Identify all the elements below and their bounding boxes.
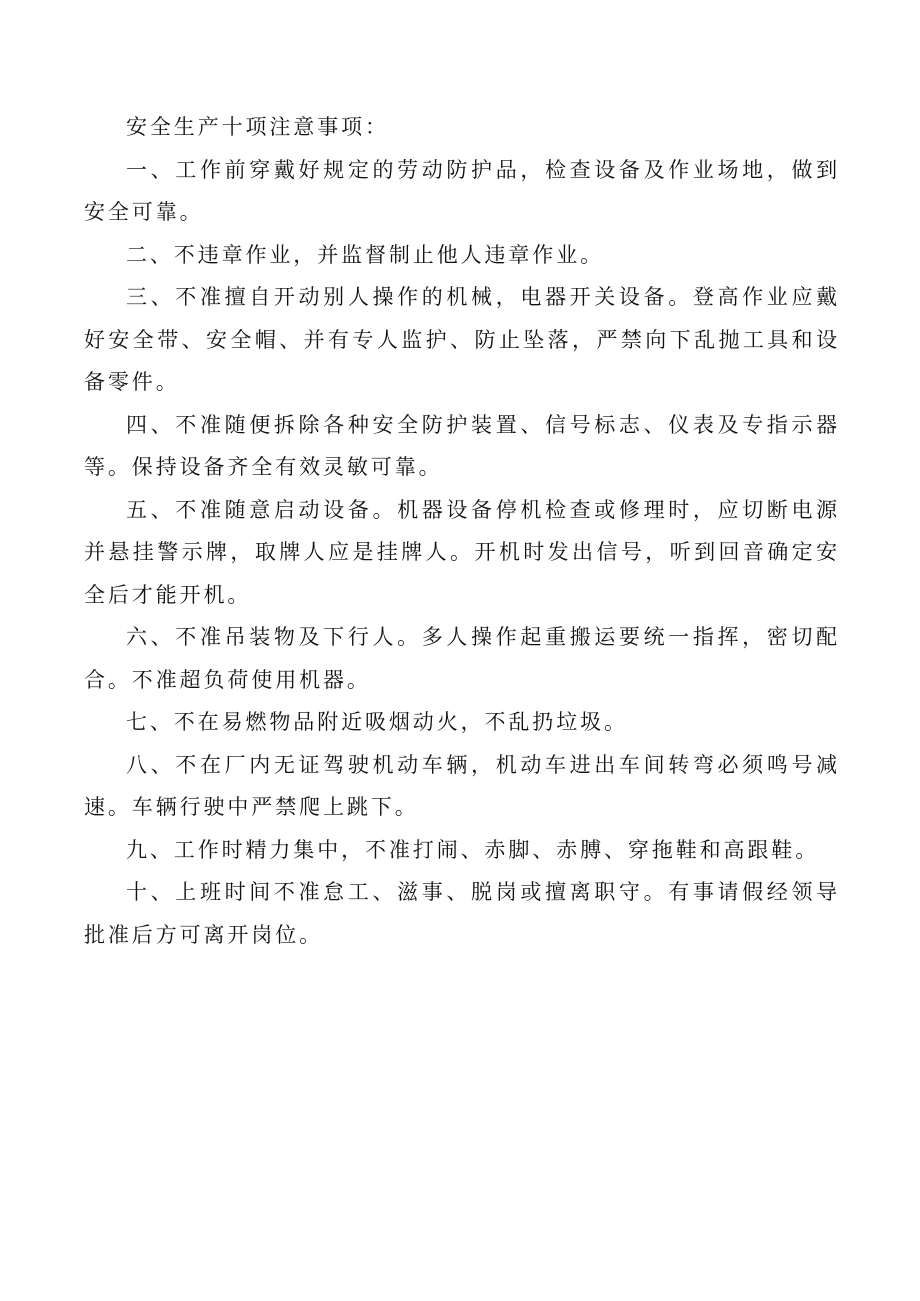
- document-title: 安全生产十项注意事项：: [126, 115, 389, 139]
- rule-item-9: 九、工作时精力集中，不准打闹、赤脚、赤膊、穿拖鞋和高跟鞋。: [126, 837, 820, 862]
- rule-item-8: 八、不在厂内无证驾驶机动车辆，机动车进出车间转弯必须鸣号减速。车辆行驶中严禁爬上跳下。: [84, 752, 840, 819]
- rule-item-5: 五、不准随意启动设备。机器设备停机检查或修理时，应切断电源并悬挂警示牌，取牌人应是挂牌人。开机时发出信号，听到回音确定安全后才能开机。: [84, 497, 840, 607]
- rule-item-7: 七、不在易燃物品附近吸烟动火，不乱扔垃圾。: [126, 710, 628, 734]
- rule-item-10: 十、上班时间不准怠工、滋事、脱岗或擅离职守。有事请假经领导批准后方可离开岗位。: [84, 880, 840, 947]
- rule-item-6: 六、不准吊装物及下行人。多人操作起重搬运要统一指挥，密切配合。不准超负荷使用机器。: [84, 625, 840, 692]
- rule-item-3: 三、不准擅自开动别人操作的机械，电器开关设备。登高作业应戴好安全带、安全帽、并有专人监护、防止坠落，严禁向下乱抛工具和设备零件。: [84, 285, 840, 394]
- rule-item-4: 四、不准随便拆除各种安全防护装置、信号标志、仪表及专指示器等。保持设备齐全有效灵敏可靠。: [84, 412, 840, 479]
- rule-item-2: 二、不违章作业，并监督制止他人违章作业。: [126, 242, 604, 267]
- rule-item-1: 一、工作前穿戴好规定的劳动防护品，检查设备及作业场地，做到安全可靠。: [84, 157, 840, 224]
- document-body: [84, 106, 840, 956]
